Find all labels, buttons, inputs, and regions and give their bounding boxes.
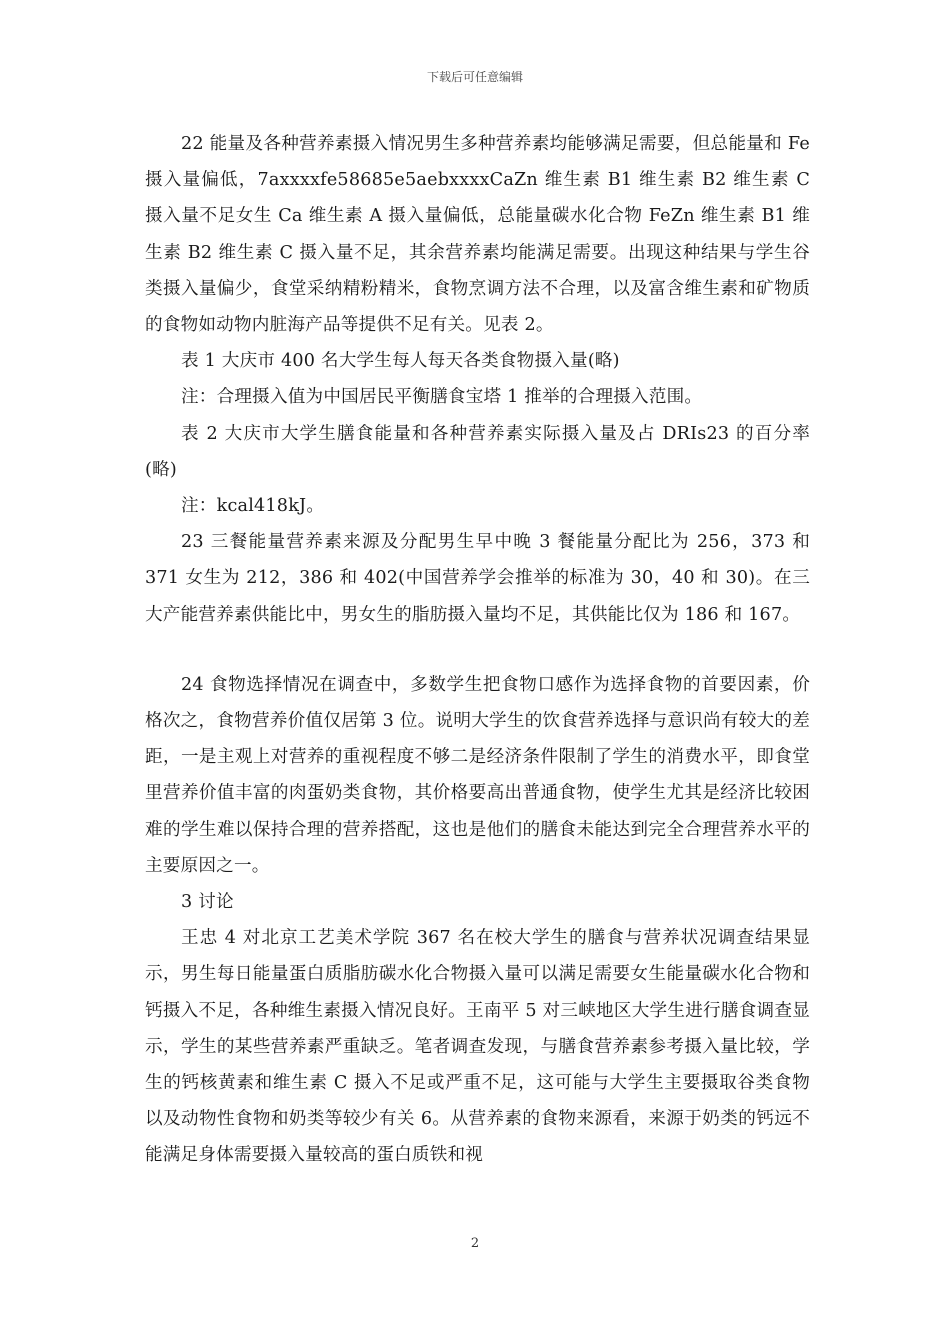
table-2-caption: 表 2 大庆市大学生膳食能量和各种营养素实际摄入量及占 DRIs23 的百分率(略) <box>145 423 810 480</box>
section-heading-discussion: 3 讨论 <box>181 892 234 913</box>
page-number: 2 <box>470 1236 480 1251</box>
table-1-caption: 表 1 大庆市 400 名大学生每人每天各类食物摄入量(略) <box>181 351 620 372</box>
table-2-note: 注：kcal418kJ。 <box>181 496 325 517</box>
table-1-note: 注：合理摄入值为中国居民平衡膳食宝塔 1 推举的合理摄入范围。 <box>181 387 703 408</box>
body-text <box>145 126 810 1174</box>
page-header: 下载后可任意编辑 <box>426 70 523 84</box>
paragraph-meal-distribution: 23 三餐能量营养素来源及分配男生早中晚 3 餐能量分配比为 256，373 和 371 女生为 212，386 和 402(中国营养学会推举的标准为 30，40 和 30)。在三大产能营养素供能比中，男女生的脂肪摄入量均不足，其供能比仅为 186 和 167。 <box>145 532 810 625</box>
paragraph-discussion: 王忠 4 对北京工艺美术学院 367 名在校大学生的膳食与营养状况调查结果显示，男生每日能量蛋白质脂肪碳水化合物摄入量可以满足需要女生能量碳水化合物和钙摄入不足，各种维生素摄入情况良好。王南平 5 对三峡地区大学生进行膳食调查显示，学生的某些营养素严重缺乏。笔者调查发现，与膳食营养素参考摄入量比较，学生的钙核黄素和维生素 C 摄入不足或严重不足，这可能与大学生主要摄取谷类食物以及动物性食物和奶类等较少有关 6。从营养素的食物来源看，来源于奶类的钙远不能满足身体需要摄入量较高的蛋白质铁和视 <box>145 928 810 1166</box>
paragraph-energy-nutrients: 22 能量及各种营养素摄入情况男生多种营养素均能够满足需要，但总能量和 Fe 摄入量偏低，7axxxxfe58685e5aebxxxxCaZn 维生素 B1 维生素 B2 维生素 C 摄入量不足女生 Ca 维生素 A 摄入量偏低，总能量碳水化合物 FeZn 维生素 B1 维生素 B2 维生素 C 摄入量不足，其余营养素均能满足需要。出现这种结果与学生谷类摄入量偏少，食堂采纳精粉精米，食物烹调方法不合理，以及富含维生素和矿物质的食物如动物内脏海产品等提供不足有关。见表 2。 <box>145 134 810 336</box>
paragraph-food-choice: 24 食物选择情况在调查中，多数学生把食物口感作为选择食物的首要因素，价格次之，食物营养价值仅居第 3 位。说明大学生的饮食营养选择与意识尚有较大的差距，一是主观上对营养的重视程度不够二是经济条件限制了学生的消费水平，即食堂里营养价值丰富的肉蛋奶类食物，其价格要高出普通食物，使学生尤其是经济比较困难的学生难以保持合理的营养搭配，这也是他们的膳食未能达到完全合理营养水平的主要原因之一。 <box>145 674 810 876</box>
